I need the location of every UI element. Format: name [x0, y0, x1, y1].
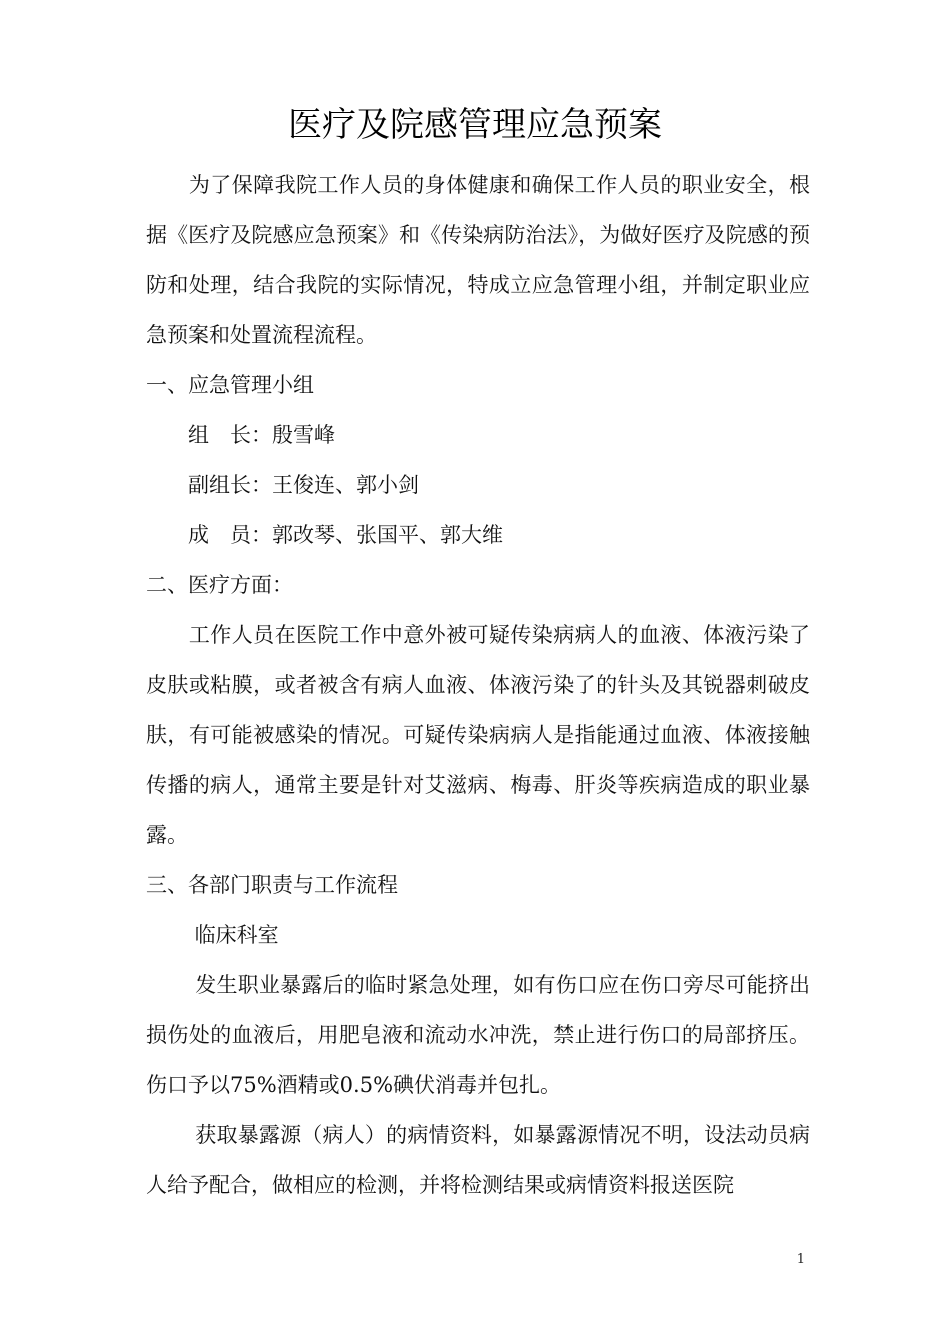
section-heading-responsibilities: 三、各部门职责与工作流程 — [146, 873, 398, 897]
medical-paragraph: 工作人员在医院工作中意外被可疑传染病病人的血液、体液污染了皮肤或粘膜，或者被含有病人血液、体液污染了的针头及其锐器刺破皮肤，有可能被感染的情况。可疑传染病病人是指能通过血液、体液接触传播的病人，通常主要是针对艾滋病、梅毒、肝炎等疾病造成的职业暴露。 — [146, 623, 810, 847]
team-leader-line: 组 长：殷雪峰 — [146, 423, 335, 447]
team-members-line: 成 员：郭改琴、张国平、郭大维 — [146, 523, 503, 547]
clinical-step-source-info: 获取暴露源（病人）的病情资料，如暴露源情况不明，设法动员病人给予配合，做相应的检测，并将检测结果或病情资料报送医院 — [146, 1123, 810, 1197]
deputy-leader-line: 副组长：王俊连、郭小剑 — [146, 473, 419, 497]
section-heading-emergency-team: 一、应急管理小组 — [146, 373, 314, 397]
section-heading-medical: 二、医疗方面： — [146, 573, 293, 597]
clinical-department-label: 临床科室 — [146, 923, 279, 947]
document-title: 医疗及院感管理应急预案 — [288, 105, 662, 145]
intro-paragraph: 为了保障我院工作人员的身体健康和确保工作人员的职业安全，根据《医疗及院感应急预案》和《传染病防治法》，为做好医疗及院感的预防和处理，结合我院的实际情况，特成立应急管理小组，并制定职业应急预案和处置流程流程。 — [146, 173, 810, 347]
clinical-step-first-aid: 发生职业暴露后的临时紧急处理，如有伤口应在伤口旁尽可能挤出损伤处的血液后，用肥皂液和流动水冲洗，禁止进行伤口的局部挤压。伤口予以75%酒精或0.5%碘伏消毒并包扎。 — [146, 973, 810, 1097]
page-number: 1 — [796, 1252, 805, 1267]
